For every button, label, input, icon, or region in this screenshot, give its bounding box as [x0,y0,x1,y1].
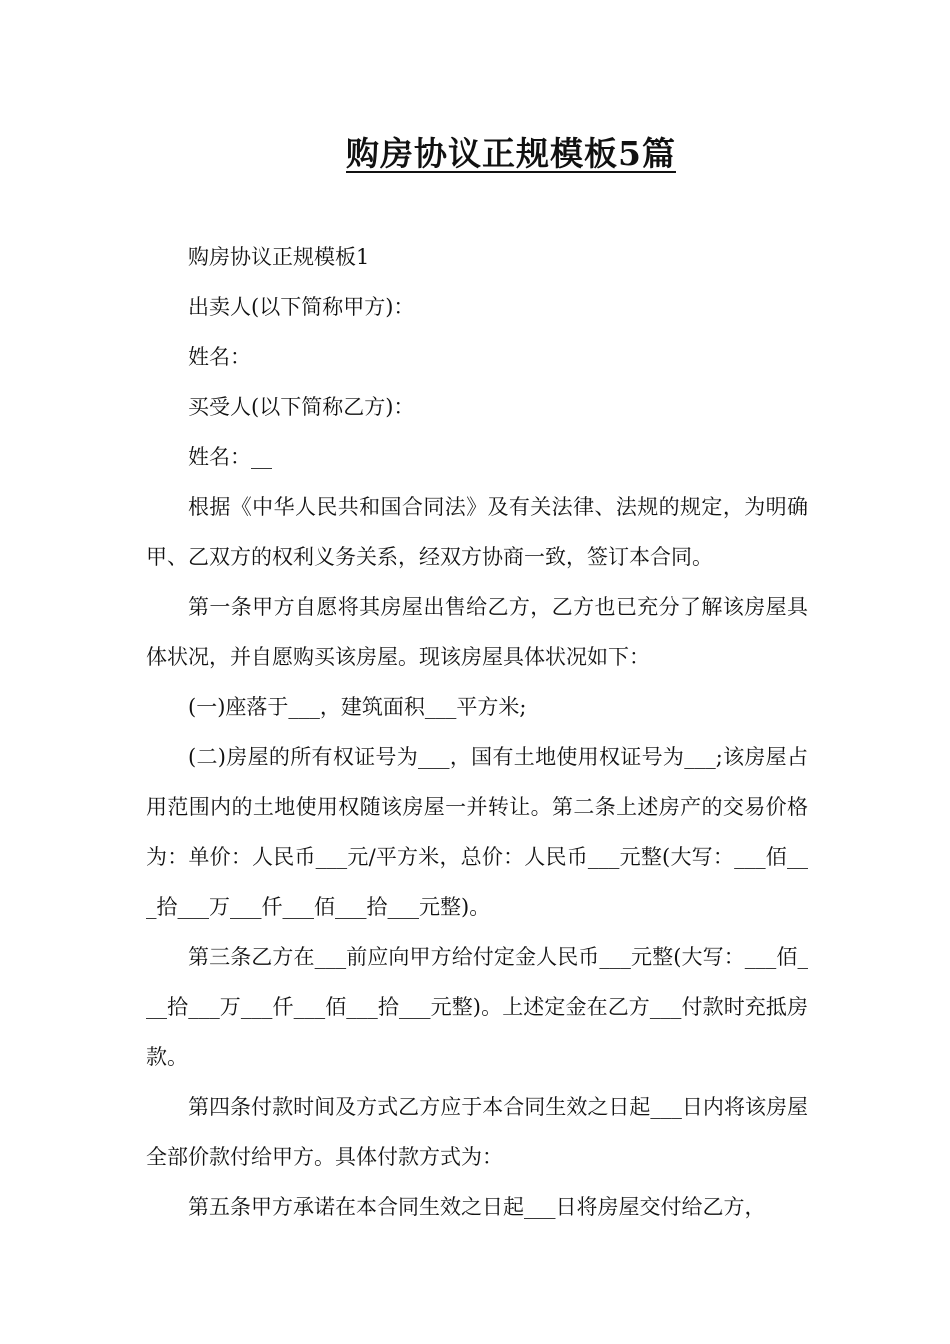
paragraph-seller: 出卖人(以下简称甲方)： [188,295,415,319]
paragraph-buyer-name: 姓名：__ [188,445,272,469]
document-title [0,128,950,175]
paragraph-article-3: 第三条乙方在___前应向甲方给付定金人民币___元整(大写：___佰___拾___万___仟___佰___拾___元整)。上述定金在乙方___付款时充抵房款。 [146,945,808,1069]
paragraph-article-5: 第五条甲方承诺在本合同生效之日起___日将房屋交付给乙方， [188,1195,766,1219]
document-title-text: 购房协议正规模板5篇 [346,134,676,173]
document-body [146,232,808,1232]
paragraph-item-2: (二)房屋的所有权证号为___，国有土地使用权证号为___;该房屋占用范围内的土地使用权随该房屋一并转让。第二条上述房产的交易价格为：单价：人民币___元/平方米，总价：人民币___元整(大写：___佰___拾___万___仟___佰___拾___元整)。 [146,745,808,919]
paragraph-section-heading: 购房协议正规模板1 [188,245,370,269]
paragraph-seller-name: 姓名： [188,345,251,369]
paragraph-article-4: 第四条付款时间及方式乙方应于本合同生效之日起___日内将该房屋全部价款付给甲方。具体付款方式为： [146,1095,808,1169]
paragraph-article-1: 第一条甲方自愿将其房屋出售给乙方，乙方也已充分了解该房屋具体状况，并自愿购买该房屋。现该房屋具体状况如下： [146,595,808,669]
paragraph-buyer: 买受人(以下简称乙方)： [188,395,415,419]
paragraph-preamble: 根据《中华人民共和国合同法》及有关法律、法规的规定，为明确甲、乙双方的权利义务关系，经双方协商一致，签订本合同。 [146,495,808,569]
paragraph-item-1: (一)座落于___，建筑面积___平方米; [188,695,527,719]
